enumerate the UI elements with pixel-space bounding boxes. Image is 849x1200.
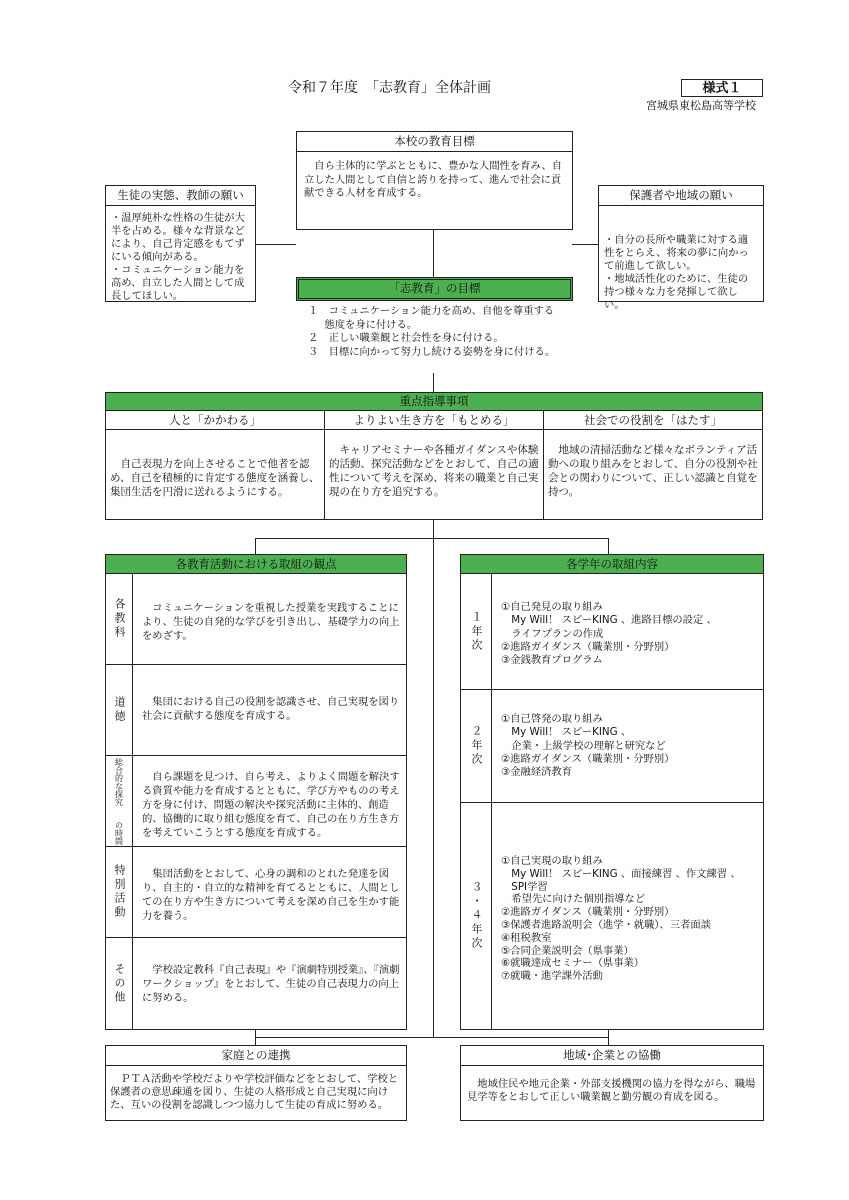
activity-text: コミュニケーションを重視した授業を実践することにより、生徒の自発的な学びを引き出し、基礎学力の向上をめざす。: [142, 602, 400, 642]
grade-line: ④租税教室: [501, 931, 552, 944]
activity-label: 各教科: [113, 598, 126, 640]
priority-title: 重点指導事項: [106, 393, 762, 411]
parents-box: [598, 185, 764, 311]
activity-label-sub: の時間: [114, 820, 124, 845]
grades-title: 各学年の取組内容: [461, 555, 763, 574]
priority-column: [106, 411, 325, 519]
kokorozashi-goal-item: ２ 正しい職業観と社会性を身に付ける。: [308, 332, 504, 344]
activity-row: [106, 756, 406, 847]
connector-line: [608, 1029, 609, 1045]
grade-label: ３・４年次: [470, 881, 483, 951]
school-goal-title: 本校の教育目標: [297, 132, 572, 152]
parents-box-title: 保護者や地域の願い: [599, 186, 763, 206]
school-name: 宮城県東松島高等学校: [646, 99, 756, 112]
parents-item: ・自分の長所や職業に対する適性をとらえ、将来の夢に向かって前進して欲しい。: [604, 234, 749, 272]
grade-line: ⑦就職・進学課外活動: [501, 970, 603, 983]
priority-column: [544, 411, 762, 519]
priority-column: [325, 411, 544, 519]
priority-column-text: 自己表現力を向上させることで他者を認め、自己を積極的に肯定する態度を涵養し、集団生活を円滑に送れるようにする。: [110, 458, 320, 498]
students-box-title: 生徒の実態、教師の願い: [106, 186, 255, 206]
family-text: ＰＴＡ活動や学校だよりや学校評価などをとおして、学校と保護者の意思疎通を図り、生徒の人格形成と自己実現に向けた、互いの役割を認識しつつ協力して生徒の育成に努める。: [110, 1073, 399, 1111]
family-title: 家庭との連携: [106, 1046, 406, 1066]
grade-line: ライフプランの作成: [501, 627, 604, 640]
activity-label: 総合的な探究: [114, 757, 124, 806]
students-item: ・温厚純朴な性格の生徒が大半を占める。様々な背景などにより、自己肯定感をもてずにいる傾向がある。: [111, 212, 245, 263]
activity-label: その他: [113, 962, 126, 1005]
school-goal-text: 自ら主体的に学ぶとともに、豊かな人間性を育み、自立した人間として自信と誇りを持って、進んで社会に貢献できる人材を育成する。: [304, 160, 563, 199]
students-item: ・コミュニケーション能力を高め、自立した人間として成長してほしい。: [111, 264, 245, 302]
grade-line: ②進路ガイダンス（職業別・分野別）: [501, 906, 675, 919]
activity-row: [106, 847, 406, 938]
grade-line: ⑤合同企業説明会（県事業）: [501, 944, 634, 957]
page-title: 令和７年度 「志教育」全体計画: [288, 80, 491, 96]
grade-line: ③金銭教育プログラム: [501, 654, 603, 667]
connector-line: [433, 229, 434, 277]
grade-line: SPI学習: [501, 880, 548, 893]
priority-column-head: よりよい生き方を「もとめる」: [325, 411, 543, 430]
connector-line: [255, 538, 608, 539]
school-goal-box: [296, 131, 573, 230]
activities-title: 各教育活動における取組の観点: [106, 555, 406, 574]
activity-row: [106, 665, 406, 756]
grade-line: ③保護者進路説明会（進学・就職）、三者面談: [501, 918, 712, 931]
connector-line: [433, 372, 434, 392]
activity-row: [106, 574, 406, 665]
grade-line: ③金融経済教育: [501, 766, 573, 779]
kokorozashi-goal-item: １ コミュニケーション能力を高め、自他を尊重する態度を身に付ける。: [308, 305, 555, 331]
family-box: [105, 1045, 407, 1121]
activity-text: 自ら課題を見つけ、自ら考え、よりよく問題を解決する資質や能力を育成するとともに、学び方やものの考え方を身に付け、問題の解決や探究活動に主体的、創造的、協働的に取り組む態度を育て、自己の在り方生き方を考えていこうとする態度を育成する。: [142, 771, 400, 839]
activities-box: [105, 554, 407, 1030]
grade-line: My Will！ スピーKING 、面接練習 、作文練習 、: [501, 867, 741, 880]
grade-line: ①自己啓発の取り組み: [501, 713, 603, 725]
community-text: 地域住民や地元企業・外部支援機関の協力を得ながら、職場見学等をとおして正しい職業観と勤労観の育成を図る。: [467, 1078, 756, 1103]
priority-column-head: 社会での役割を「はたす」: [544, 411, 762, 430]
activity-label: 特別活動: [113, 864, 126, 920]
priority-column-head: 人と「かかわる」: [106, 411, 324, 430]
connector-line: [255, 538, 256, 554]
form-number-label: 様式１: [681, 79, 763, 97]
grade-row: [461, 574, 763, 690]
kokorozashi-goal-title: 「志教育」の目標: [296, 277, 573, 301]
priority-column-text: キャリアセミナーや各種ガイダンスや体験的活動、探究活動などをとおして、自己の適性について考えを深め、将来の職業と自己実現の在り方を追究する。: [329, 444, 539, 498]
grade-label: １年次: [470, 610, 483, 653]
connector-line: [433, 519, 434, 1037]
community-title: 地域･企業との協働: [461, 1046, 763, 1066]
activity-row: [106, 938, 406, 1029]
kokorozashi-goal-box: [296, 277, 573, 373]
kokorozashi-goal-item: ３ 目標に向かって努力し続ける姿勢を身に付ける。: [308, 345, 556, 358]
parents-item: ・地域活性化のために、生徒の持つ様々な力を発揮して欲しい。: [604, 273, 749, 311]
grade-line: ②進路ガイダンス（職業別・分野別）: [501, 640, 675, 653]
connector-line: [572, 244, 598, 245]
activity-text: 集団活動をとおして、心身の調和のとれた発達を図り、自主的・自立的な精神を育てるとともに、人間としての在り方や生き方について考えを深め自己を生かす能力を養う。: [142, 868, 400, 922]
activity-text: 集団における自己の役割を認識させ、自己実現を図り社会に貢献する態度を育成する。: [142, 696, 400, 722]
grade-line: 希望先に向けた個別指導など: [501, 893, 646, 906]
grades-box: [460, 554, 764, 1030]
grade-line: ①自己実現の取り組み: [501, 855, 603, 867]
grade-line: ②進路ガイダンス（職業別・分野別）: [501, 752, 675, 765]
grade-row: [461, 803, 763, 1029]
grade-line: 企業・上級学校の理解と研究など: [501, 739, 666, 752]
priority-column-text: 地域の清掃活動など様々なボランティア活動への取り組みをとおして、自分の役割や社会との関わりについて、正しい認識と自覚を持つ。: [548, 444, 758, 498]
activity-text: 学校設定教科『自己表現』や『演劇特別授業』、『演劇ワークショップ』をとおして、生徒の自己表現力の向上に努める。: [142, 964, 400, 1004]
grade-line: ⑥就職達成セミナー（県事業）: [501, 957, 645, 970]
activity-label: 道徳: [113, 696, 126, 724]
connector-line: [255, 1037, 608, 1038]
grade-label: ２年次: [470, 725, 483, 767]
grade-row: [461, 690, 763, 803]
priority-box: [105, 392, 763, 520]
connector-line: [608, 538, 609, 554]
connector-line: [255, 244, 296, 245]
students-box: [105, 185, 256, 302]
grade-line: My Will！ スピーKING 、: [501, 726, 632, 739]
grade-line: My Will！ スピーKING 、進路目標の設定 、: [501, 614, 717, 627]
grade-line: ①自己発見の取り組み: [501, 601, 603, 613]
community-box: [460, 1045, 764, 1121]
